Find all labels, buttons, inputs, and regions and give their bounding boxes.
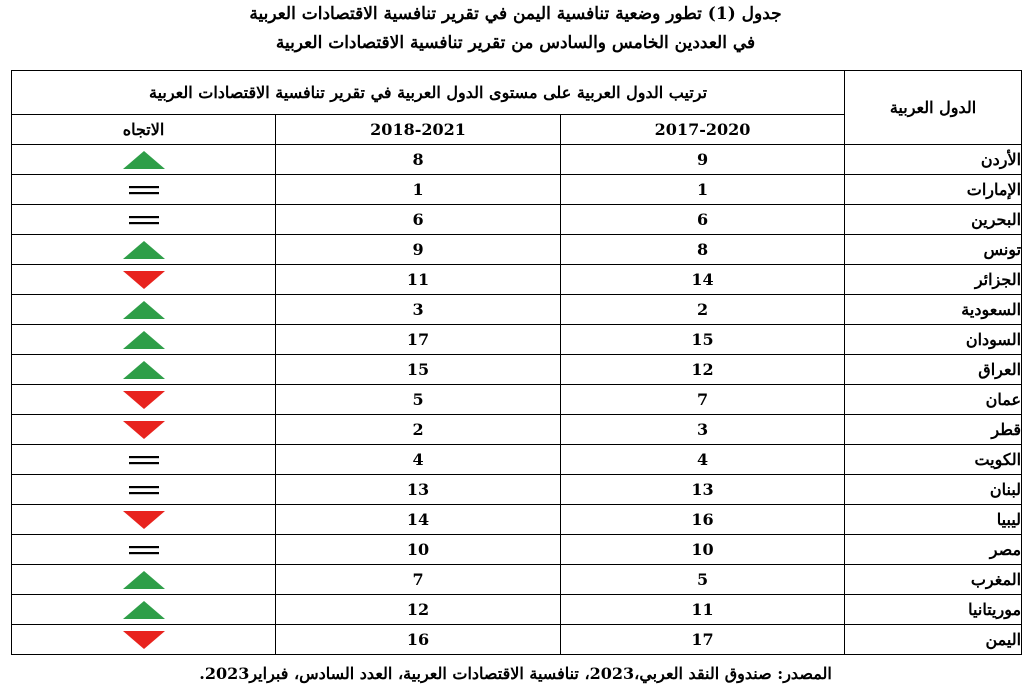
rank-2017-2020-cell: 15 <box>561 325 845 355</box>
equals-icon <box>122 450 166 470</box>
rank-2017-2020-cell: 5 <box>561 565 845 595</box>
table-title: جدول (1) تطور وضعية تنافسية اليمن في تقرير تنافسية الاقتصادات العربية <box>249 4 782 24</box>
triangle-up-icon <box>122 300 166 320</box>
equals-icon <box>122 210 166 230</box>
rank-2018-2021-cell: 8 <box>276 145 561 175</box>
trend-cell <box>12 265 276 295</box>
rank-2017-2020-cell: 7 <box>561 385 845 415</box>
country-cell: لبنان <box>845 475 1022 505</box>
rank-2018-2021-cell: 13 <box>276 475 561 505</box>
trend-cell <box>12 145 276 175</box>
rank-2018-2021-cell: 1 <box>276 175 561 205</box>
equals-icon <box>122 180 166 200</box>
triangle-up-icon <box>122 570 166 590</box>
ranking-group-header: ترتيب الدول العربية على مستوى الدول العربية في تقرير تنافسية الاقتصادات العربية <box>12 71 845 115</box>
table-row <box>12 565 1022 595</box>
triangle-down-icon <box>122 510 166 530</box>
trend-cell <box>12 175 276 205</box>
triangle-up-icon <box>122 150 166 170</box>
rank-2017-2020-cell: 8 <box>561 235 845 265</box>
country-cell: السعودية <box>845 295 1022 325</box>
rank-2018-2021-cell: 6 <box>276 205 561 235</box>
rank-2018-2021-cell: 9 <box>276 235 561 265</box>
trend-cell <box>12 625 276 655</box>
rank-2017-2020-cell: 9 <box>561 145 845 175</box>
country-cell: البحرين <box>845 205 1022 235</box>
country-cell: الكويت <box>845 445 1022 475</box>
country-cell: مصر <box>845 535 1022 565</box>
country-cell: المغرب <box>845 565 1022 595</box>
triangle-up-icon <box>122 240 166 260</box>
column-header-2017-2020: 2017-2020 <box>561 115 845 145</box>
country-cell: الإمارات <box>845 175 1022 205</box>
trend-cell <box>12 385 276 415</box>
rank-2017-2020-cell: 1 <box>561 175 845 205</box>
trend-cell <box>12 535 276 565</box>
country-cell: تونس <box>845 235 1022 265</box>
rank-2017-2020-cell: 4 <box>561 445 845 475</box>
trend-cell <box>12 595 276 625</box>
country-cell: الجزائر <box>845 265 1022 295</box>
triangle-up-icon <box>122 600 166 620</box>
country-cell: ليبيا <box>845 505 1022 535</box>
table-row <box>12 415 1022 445</box>
table-row <box>12 235 1022 265</box>
country-cell: موريتانيا <box>845 595 1022 625</box>
trend-cell <box>12 295 276 325</box>
trend-cell <box>12 415 276 445</box>
source-note: المصدر: صندوق النقد العربي،2023، تنافسية الاقتصادات العربية، العدد السادس، فبراير2023. <box>199 664 832 683</box>
table-row <box>12 295 1022 325</box>
column-header-2018-2021: 2018-2021 <box>276 115 561 145</box>
rank-2018-2021-cell: 14 <box>276 505 561 535</box>
table-row <box>12 505 1022 535</box>
table-row <box>12 355 1022 385</box>
rank-2018-2021-cell: 4 <box>276 445 561 475</box>
rank-2017-2020-cell: 14 <box>561 265 845 295</box>
rank-2018-2021-cell: 11 <box>276 265 561 295</box>
triangle-down-icon <box>122 630 166 650</box>
triangle-down-icon <box>122 390 166 410</box>
rank-2018-2021-cell: 2 <box>276 415 561 445</box>
rank-2018-2021-cell: 5 <box>276 385 561 415</box>
rank-2017-2020-cell: 10 <box>561 535 845 565</box>
rank-2018-2021-cell: 3 <box>276 295 561 325</box>
country-cell: العراق <box>845 355 1022 385</box>
trend-cell <box>12 325 276 355</box>
trend-cell <box>12 445 276 475</box>
rank-2018-2021-cell: 16 <box>276 625 561 655</box>
table-row <box>12 325 1022 355</box>
table-row <box>12 475 1022 505</box>
country-cell: اليمن <box>845 625 1022 655</box>
table-row <box>12 445 1022 475</box>
trend-cell <box>12 475 276 505</box>
rank-2018-2021-cell: 17 <box>276 325 561 355</box>
rank-2017-2020-cell: 3 <box>561 415 845 445</box>
table-subtitle: في العددين الخامس والسادس من تقرير تنافسية الاقتصادات العربية <box>275 33 756 53</box>
rank-2018-2021-cell: 7 <box>276 565 561 595</box>
table-row <box>12 205 1022 235</box>
country-column-header: الدول العربية <box>845 71 1022 145</box>
table-row <box>12 385 1022 415</box>
rank-2017-2020-cell: 16 <box>561 505 845 535</box>
trend-cell <box>12 505 276 535</box>
rank-2018-2021-cell: 10 <box>276 535 561 565</box>
rank-2017-2020-cell: 13 <box>561 475 845 505</box>
rank-2017-2020-cell: 6 <box>561 205 845 235</box>
equals-icon <box>122 540 166 560</box>
table-row <box>12 265 1022 295</box>
column-header-trend: الاتجاه <box>12 115 276 145</box>
trend-cell <box>12 565 276 595</box>
rank-2018-2021-cell: 15 <box>276 355 561 385</box>
country-cell: عمان <box>845 385 1022 415</box>
rank-2018-2021-cell: 12 <box>276 595 561 625</box>
rank-2017-2020-cell: 17 <box>561 625 845 655</box>
table-row <box>12 145 1022 175</box>
table-row <box>12 535 1022 565</box>
table-row <box>12 625 1022 655</box>
triangle-up-icon <box>122 360 166 380</box>
country-cell: قطر <box>845 415 1022 445</box>
rank-2017-2020-cell: 12 <box>561 355 845 385</box>
rank-2017-2020-cell: 2 <box>561 295 845 325</box>
table-row <box>12 175 1022 205</box>
trend-cell <box>12 235 276 265</box>
trend-cell <box>12 355 276 385</box>
triangle-up-icon <box>122 330 166 350</box>
ranking-table <box>11 70 1022 655</box>
rank-2017-2020-cell: 11 <box>561 595 845 625</box>
country-cell: الأردن <box>845 145 1022 175</box>
trend-cell <box>12 205 276 235</box>
country-cell: السودان <box>845 325 1022 355</box>
table-row <box>12 595 1022 625</box>
triangle-down-icon <box>122 270 166 290</box>
equals-icon <box>122 480 166 500</box>
triangle-down-icon <box>122 420 166 440</box>
